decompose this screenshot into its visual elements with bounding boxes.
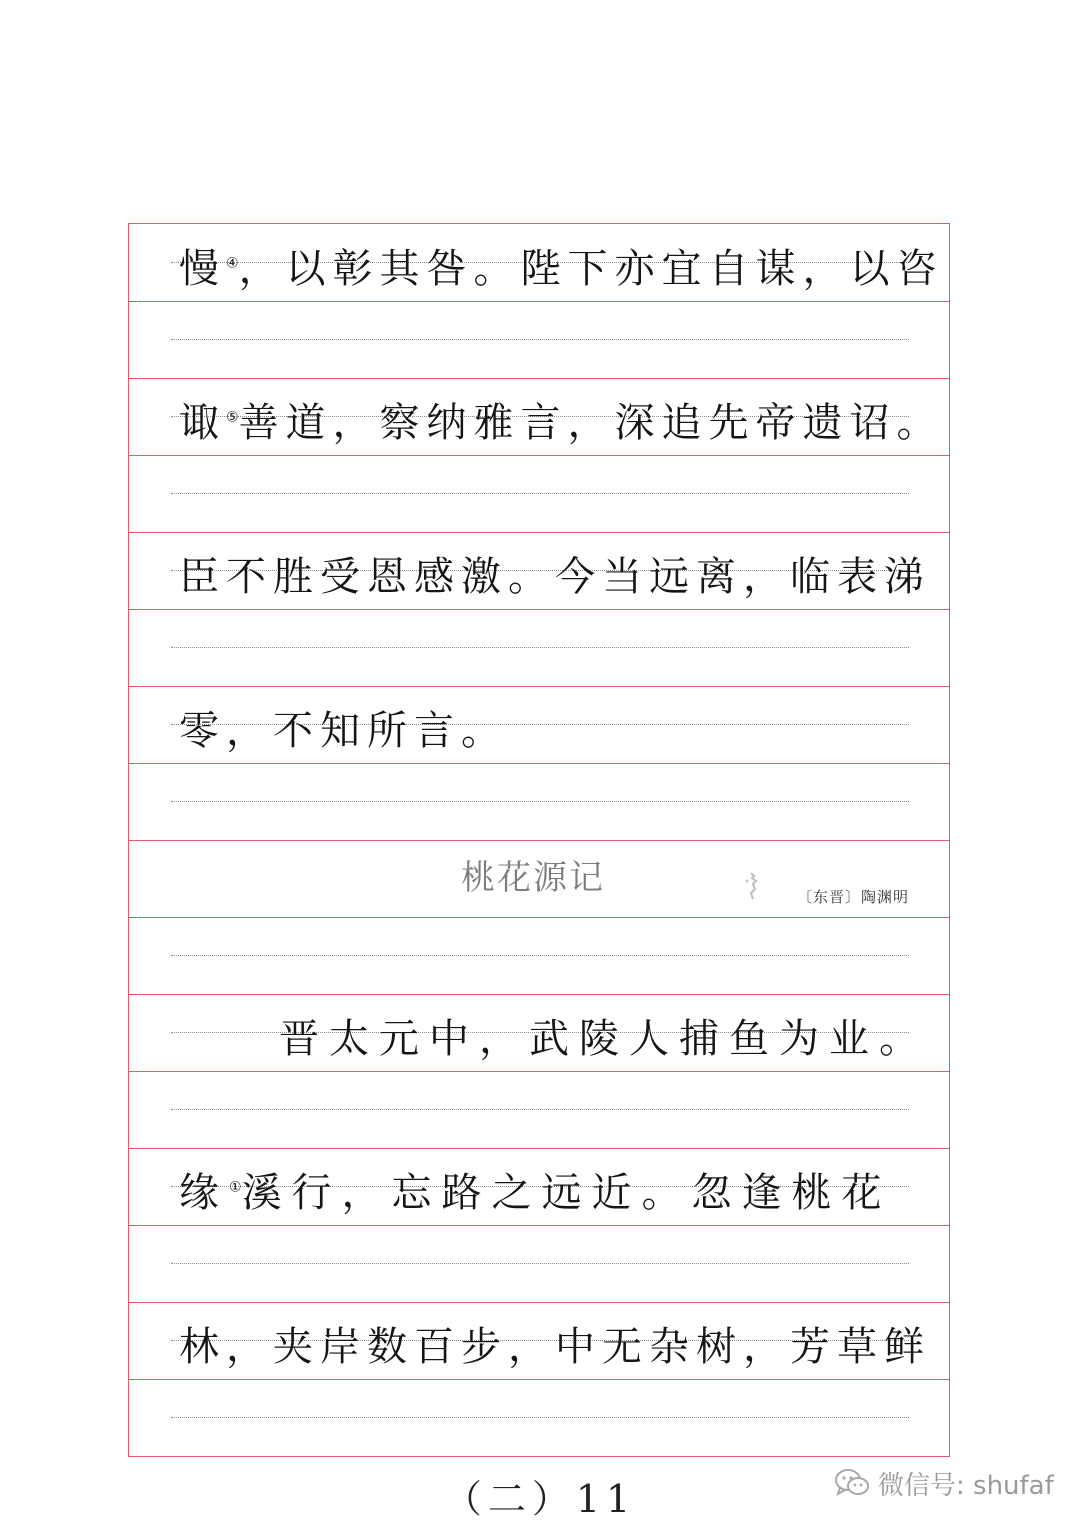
- guide-line: [171, 801, 909, 802]
- page-number: （二）11: [443, 1477, 637, 1521]
- title-row: [129, 840, 949, 917]
- essay-author: 〔东晋〕陶渊明: [796, 888, 909, 906]
- text-line-7: 林，夹岸数百步，中无杂树，芳草鲜: [179, 1324, 931, 1370]
- guide-line: [171, 1417, 909, 1418]
- writing-row-7: [129, 1302, 949, 1379]
- guide-line: [171, 1263, 909, 1264]
- essay-title: 桃花源记: [461, 858, 605, 898]
- guide-line: [171, 339, 909, 340]
- practice-row: [129, 609, 949, 686]
- ink-speck: [739, 869, 765, 903]
- text-line-1: 慢④，以彰其咎。陛下亦宜自谋，以咨: [179, 246, 944, 292]
- practice-row: [129, 1071, 949, 1148]
- text-line-2: 诹⑤善道，察纳雅言，深追先帝遗诏。: [179, 400, 944, 446]
- guide-line: [171, 955, 909, 956]
- practice-row: [129, 301, 949, 378]
- text-line-3: 臣不胜受恩感激。今当远离，临表涕: [179, 554, 931, 600]
- guide-line: [171, 493, 909, 494]
- footnote-marker: ④: [226, 255, 239, 272]
- practice-row: [129, 763, 949, 840]
- guide-line: [171, 1109, 909, 1110]
- writing-row-4: [129, 686, 949, 763]
- wechat-icon: [834, 1467, 870, 1499]
- writing-row-2: [129, 378, 949, 455]
- practice-row: [129, 455, 949, 532]
- watermark-text: 微信号: shufaf: [878, 1470, 1054, 1501]
- writing-row-3: [129, 532, 949, 609]
- footnote-marker: ⑤: [226, 409, 239, 426]
- writing-row-5: [129, 994, 949, 1071]
- practice-row: [129, 1225, 949, 1302]
- writing-row-1: [129, 224, 949, 301]
- text-line-6: 缘①溪行，忘路之远近。忽逢桃花: [179, 1170, 892, 1216]
- practice-row: [129, 1379, 949, 1456]
- guide-line: [171, 647, 909, 648]
- watermark: [834, 1463, 1054, 1503]
- practice-row: [129, 917, 949, 994]
- writing-row-6: [129, 1148, 949, 1225]
- text-line-4: 零，不知所言。: [179, 708, 508, 754]
- footnote-marker: ①: [229, 1179, 242, 1196]
- text-line-5: 晋太元中，武陵人捕鱼为业。: [279, 1016, 929, 1062]
- copybook-grid: [128, 223, 950, 1457]
